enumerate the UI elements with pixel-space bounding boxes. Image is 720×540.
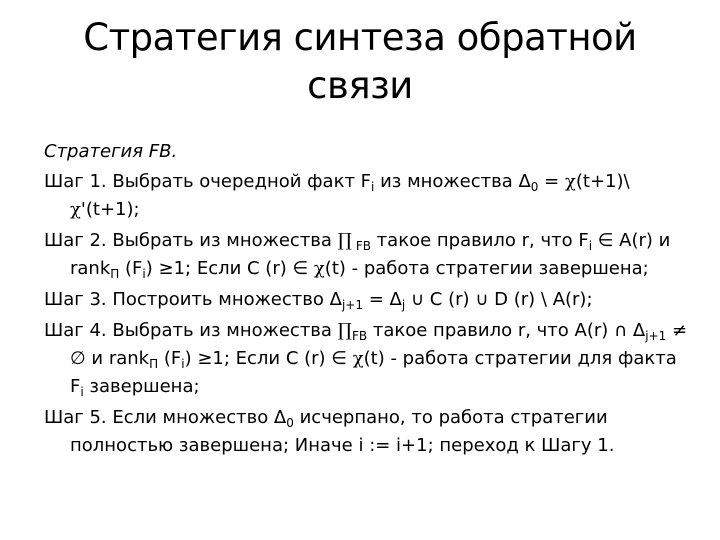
element-of-symbol: ∈	[292, 258, 314, 279]
step-5	[44, 404, 694, 460]
step4-text-h: завершена;	[83, 376, 200, 397]
step4-text-a: Шаг 4. Выбрать из множества	[44, 320, 338, 341]
step2-text-b: такое правило r, что F	[370, 230, 589, 251]
step3-text-b: = Δ	[362, 289, 402, 310]
step5-text-b: исчерпано, то работа стратегии полностью завершена; Иначе i := i+1; переход к Шагу 1.	[70, 407, 615, 456]
step2-text-c: A(r) и rank	[70, 230, 671, 279]
step-2	[44, 227, 694, 283]
step-4	[44, 317, 694, 401]
step3-sub-j: j	[401, 298, 406, 312]
chi-symbol: χ	[564, 171, 576, 192]
step1-text-b: из множества Δ	[374, 171, 531, 192]
step2-text-a: Шаг 2. Выбрать из множества	[44, 230, 338, 251]
step2-sub-pi: П	[110, 267, 120, 281]
strategy-label: Стратегия FB.	[44, 141, 178, 162]
element-of-symbol: ∈	[592, 230, 620, 251]
step2-sub-fb: FB	[352, 239, 371, 253]
step4-text-f: ) ≥1; Если C (r)	[184, 348, 332, 369]
step4-text-d: и rank	[85, 348, 150, 369]
step2-text-e: ) ≥1; Если C (r)	[145, 258, 293, 279]
step4-text-b: такое правило r, что A(r) ∩ Δ	[367, 320, 646, 341]
step4-text-g: (t) - работа стратегии для факта F	[70, 348, 677, 397]
step4-sub-i: i	[181, 357, 185, 371]
step4-sub-i2: i	[80, 385, 84, 399]
empty-set-symbol: ∅	[70, 348, 86, 369]
step5-text-a: Шаг 5. Если множество Δ	[44, 407, 287, 428]
chi-symbol: χ	[313, 258, 325, 279]
step-3	[44, 286, 694, 314]
title-line-2: связи	[307, 64, 413, 107]
step1-text-d: (t+1)\	[575, 171, 630, 192]
step3-text-d: D (r) \ A(r);	[494, 289, 593, 310]
step1-sub-0: 0	[530, 180, 539, 194]
step4-sub-j1: j+1	[645, 329, 667, 343]
element-of-symbol: ∈	[331, 348, 353, 369]
union-symbol: ∪	[405, 289, 430, 310]
step1-text-a: Шаг 1. Выбрать очередной факт F	[44, 171, 372, 192]
step1-text-c: =	[538, 171, 565, 192]
step4-sub-fb: FB	[352, 329, 368, 343]
step2-sub-i: i	[588, 239, 593, 253]
step3-text-a: Шаг 3. Построить множество Δ	[44, 289, 342, 310]
step2-sub-i2: i	[142, 267, 146, 281]
chi-symbol: χ	[352, 348, 364, 369]
step2-text-d: (F	[119, 258, 143, 279]
step4-sub-pi: П	[149, 357, 159, 371]
step3-text-c: C (r)	[429, 289, 470, 310]
step4-text-c: ≠	[666, 320, 688, 341]
slide-title	[40, 14, 680, 110]
title-line-1: Стратегия синтеза обратной	[83, 16, 637, 59]
step5-sub-0: 0	[286, 416, 294, 430]
slide-body	[44, 138, 694, 463]
step1-text-e: '(t+1);	[80, 199, 140, 220]
chi-symbol: χ	[70, 199, 81, 220]
step4-text-e: (F	[158, 348, 182, 369]
step-1	[44, 168, 694, 224]
product-symbol: ∏	[337, 230, 352, 251]
union-symbol: ∪	[469, 289, 495, 310]
step1-sub-i: i	[371, 180, 375, 194]
step3-sub-j1: j+1	[341, 298, 363, 312]
product-symbol: ∏	[337, 320, 352, 341]
step2-text-f: (t) - работа стратегии завершена;	[324, 258, 649, 279]
